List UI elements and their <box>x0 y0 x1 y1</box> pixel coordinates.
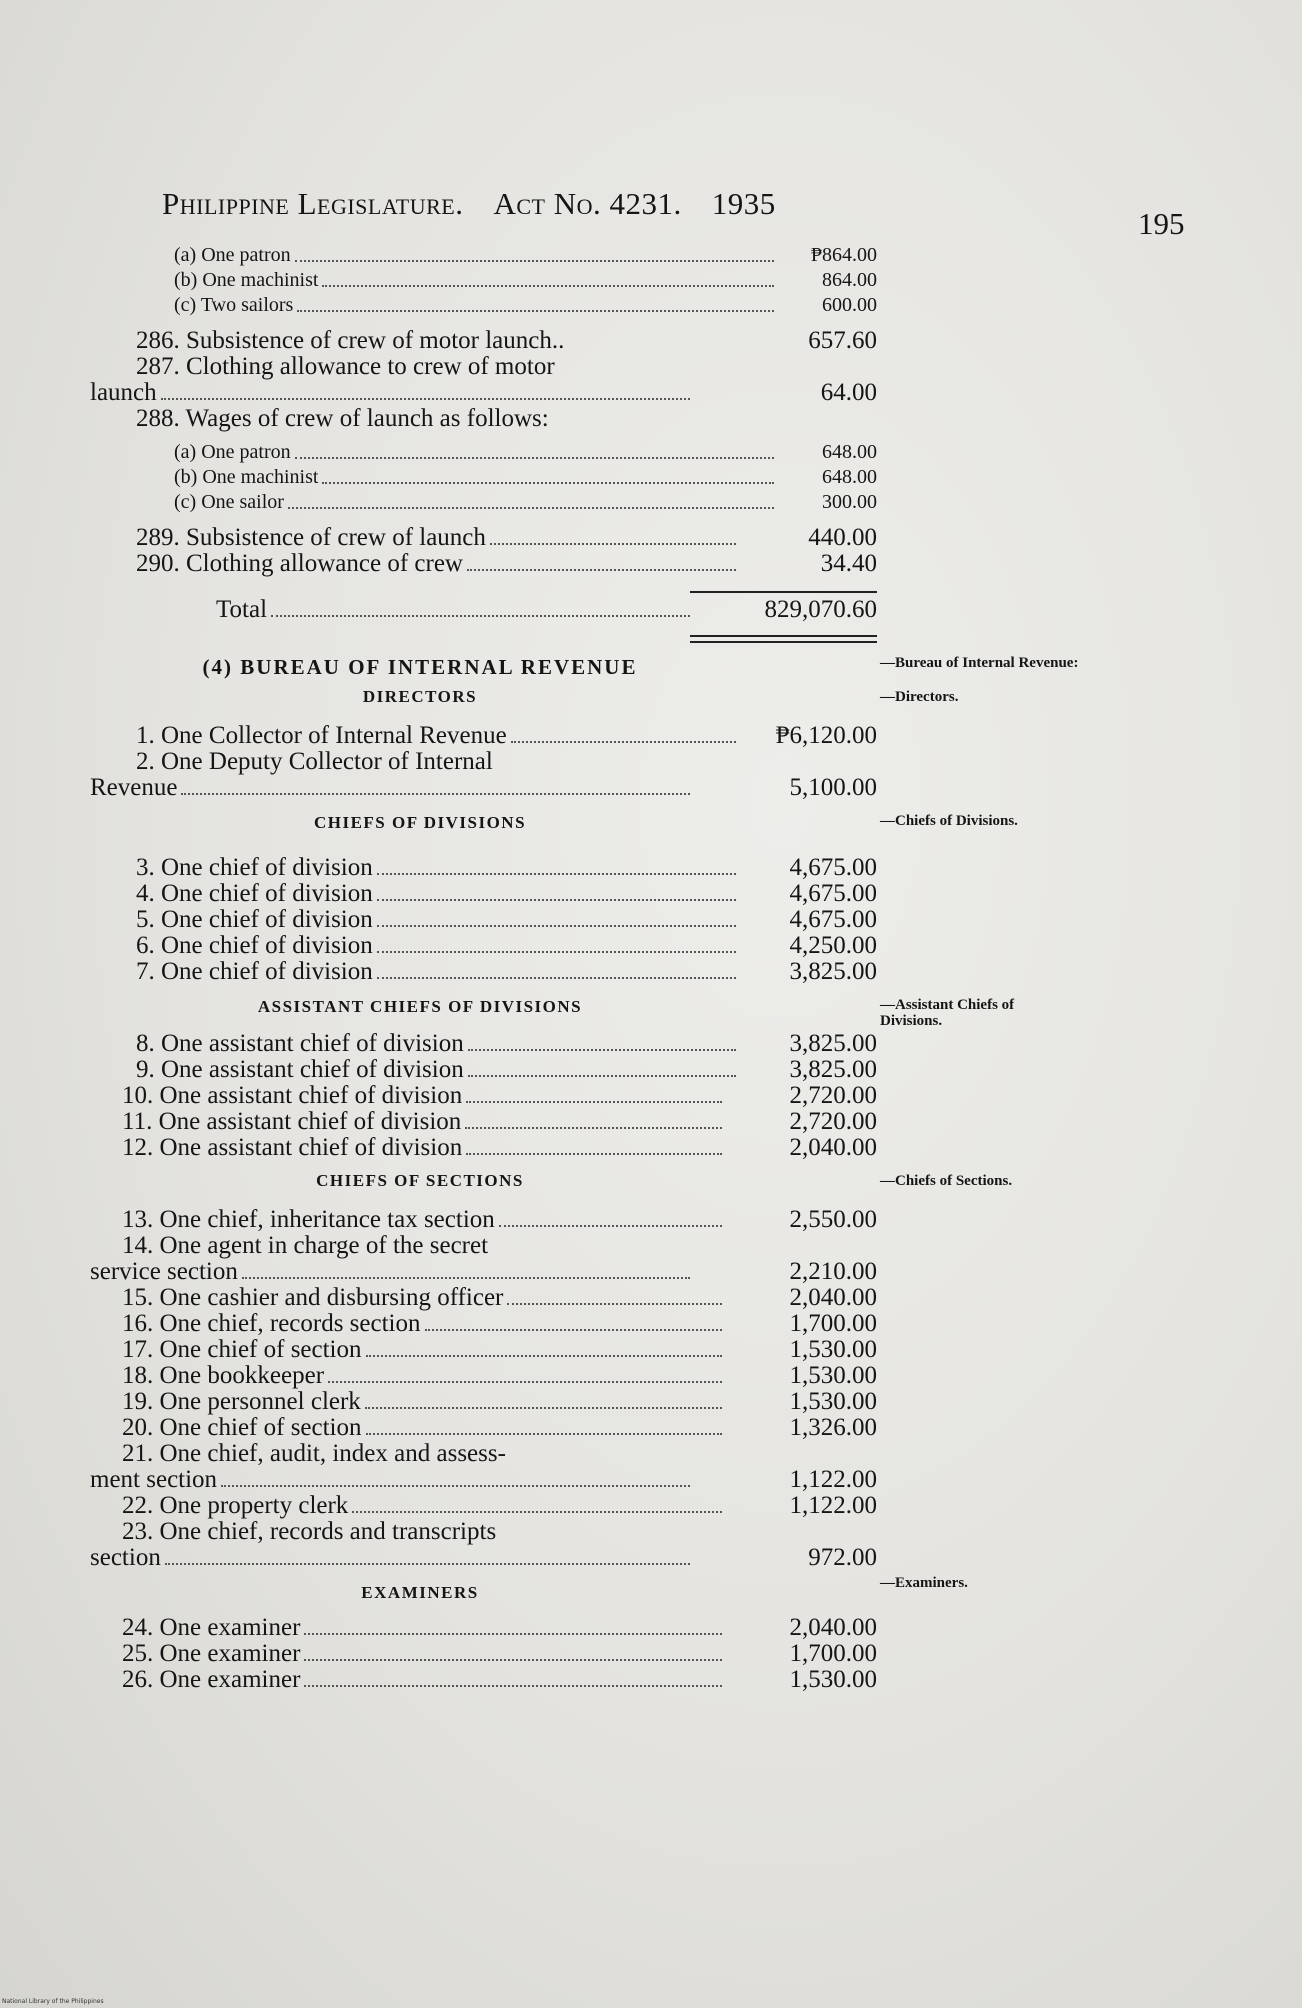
double-rule <box>690 635 877 643</box>
line-item: (a) One patron ₱864.00 <box>174 244 877 266</box>
amount: 5,100.00 <box>789 774 877 801</box>
line-item: 287. Clothing allowance to crew of motor <box>136 353 555 380</box>
total-rule <box>690 591 877 593</box>
amount: 4,250.00 <box>789 932 877 959</box>
section-heading <box>90 985 1120 1031</box>
margin-note: —Bureau of Internal Revenue: <box>880 655 1079 671</box>
header-title: Philippine Legislature. <box>162 186 464 221</box>
amount: 1,122.00 <box>789 1492 877 1519</box>
line-item: 9. One assistant chief of division 3,825.00 <box>136 1056 877 1083</box>
running-header <box>162 186 776 222</box>
line-item: 4. One chief of division 4,675.00 <box>136 880 877 907</box>
line-item: 5. One chief of division 4,675.00 <box>136 906 877 933</box>
amount: 1,700.00 <box>789 1640 877 1667</box>
footer-credit: National Library of the Philippines <box>2 1998 104 2005</box>
line-item-continued: service section 2,210.00 <box>90 1258 877 1285</box>
line-item: 23. One chief, records and transcripts <box>122 1518 497 1545</box>
line-item: 286. Subsistence of crew of motor launch.. 657.60 <box>136 327 877 354</box>
line-item: 10. One assistant chief of division 2,720.00 <box>122 1082 877 1109</box>
line-item: 289. Subsistence of crew of launch 440.00 <box>136 524 877 551</box>
total-amount: 829,070.60 <box>764 596 877 623</box>
chiefs-divisions-heading: CHIEFS OF DIVISIONS <box>313 813 527 832</box>
amount: 2,720.00 <box>789 1082 877 1109</box>
line-item-continued: launch 64.00 <box>90 379 877 406</box>
amount: 2,210.00 <box>789 1258 877 1285</box>
examiners-heading: EXAMINERS <box>361 1583 479 1602</box>
line-item: 3. One chief of division 4,675.00 <box>136 854 877 881</box>
line-item: 11. One assistant chief of division 2,720.00 <box>122 1108 877 1135</box>
section-heading <box>90 1571 1120 1615</box>
margin-note: —Examiners. <box>880 1575 968 1591</box>
amount: 1,122.00 <box>789 1466 877 1493</box>
header-year: 1935 <box>711 186 776 221</box>
page-number: 195 <box>1138 206 1185 241</box>
amount: 64.00 <box>820 379 877 406</box>
line-item: 8. One assistant chief of division 3,825.00 <box>136 1030 877 1057</box>
assistant-chiefs-heading: ASSISTANT CHIEFS OF DIVISIONS <box>257 997 583 1016</box>
amount: 3,825.00 <box>789 958 877 985</box>
amount: 1,530.00 <box>789 1388 877 1415</box>
appropriations-list <box>90 243 1120 1693</box>
line-item: (a) One patron 648.00 <box>174 441 877 463</box>
line-item: 18. One bookkeeper 1,530.00 <box>122 1362 877 1389</box>
amount: 4,675.00 <box>789 854 877 881</box>
amount: 300.00 <box>822 491 877 513</box>
amount: 1,530.00 <box>789 1666 877 1693</box>
section-heading <box>90 683 1120 717</box>
line-item: 13. One chief, inheritance tax section 2,550.00 <box>122 1206 877 1233</box>
line-item: 24. One examiner 2,040.00 <box>122 1614 877 1641</box>
line-item-continued: ment section 1,122.00 <box>90 1466 877 1493</box>
amount: 648.00 <box>822 441 877 463</box>
section-heading <box>90 1161 1120 1201</box>
line-item: 22. One property clerk 1,122.00 <box>122 1492 877 1519</box>
amount: 440.00 <box>808 524 877 551</box>
line-item: 15. One cashier and disbursing officer 2,040.00 <box>122 1284 877 1311</box>
amount: 4,675.00 <box>789 880 877 907</box>
amount: 648.00 <box>822 466 877 488</box>
line-item: 2. One Deputy Collector of Internal <box>136 748 493 775</box>
amount: 2,720.00 <box>789 1108 877 1135</box>
line-item: 288. Wages of crew of launch as follows: <box>136 405 549 432</box>
directors-heading: DIRECTORS <box>362 687 478 706</box>
amount: 1,326.00 <box>789 1414 877 1441</box>
amount: ₱6,120.00 <box>775 722 877 749</box>
amount: 1,700.00 <box>789 1310 877 1337</box>
amount: 600.00 <box>822 294 877 316</box>
amount: 34.40 <box>820 550 877 577</box>
line-item: 12. One assistant chief of division 2,040.00 <box>122 1134 877 1161</box>
line-item: 17. One chief of section 1,530.00 <box>122 1336 877 1363</box>
header-act: Act No. 4231. <box>493 186 682 221</box>
line-item-continued: Revenue 5,100.00 <box>90 774 877 801</box>
line-item: 19. One personnel clerk 1,530.00 <box>122 1388 877 1415</box>
line-item: 14. One agent in charge of the secret <box>122 1232 489 1259</box>
margin-note: —Assistant Chiefs of Divisions. <box>880 997 1015 1029</box>
line-item: (b) One machinist 648.00 <box>174 466 877 488</box>
line-item: (c) One sailor 300.00 <box>174 491 877 513</box>
line-item: 6. One chief of division 4,250.00 <box>136 932 877 959</box>
amount: 3,825.00 <box>789 1030 877 1057</box>
amount: 2,040.00 <box>789 1134 877 1161</box>
amount: 2,040.00 <box>789 1284 877 1311</box>
line-item: (c) Two sailors 600.00 <box>174 294 877 316</box>
line-item: 20. One chief of section 1,326.00 <box>122 1414 877 1441</box>
amount: 657.60 <box>808 327 877 354</box>
section-heading <box>90 643 1120 683</box>
line-item: 26. One examiner 1,530.00 <box>122 1666 877 1693</box>
chiefs-sections-heading: CHIEFS OF SECTIONS <box>316 1171 524 1190</box>
line-item-continued: section 972.00 <box>90 1544 877 1571</box>
line-item: 16. One chief, records section 1,700.00 <box>122 1310 877 1337</box>
line-item: 1. One Collector of Internal Revenue ₱6,120.00 <box>136 722 877 749</box>
margin-note: —Chiefs of Divisions. <box>880 813 1018 829</box>
amount: 1,530.00 <box>789 1336 877 1363</box>
amount: 2,040.00 <box>789 1614 877 1641</box>
amount: 972.00 <box>808 1544 877 1571</box>
section-heading <box>90 801 1120 845</box>
amount: 2,550.00 <box>789 1206 877 1233</box>
amount: 4,675.00 <box>789 906 877 933</box>
total-row: Total 829,070.60 <box>216 596 877 623</box>
line-item: 290. Clothing allowance of crew 34.40 <box>136 550 877 577</box>
line-item: 21. One chief, audit, index and assess- <box>122 1440 506 1467</box>
line-item: 25. One examiner 1,700.00 <box>122 1640 877 1667</box>
line-item: 7. One chief of division 3,825.00 <box>136 958 877 985</box>
margin-note: —Chiefs of Sections. <box>880 1173 1013 1189</box>
amount: 864.00 <box>822 269 877 291</box>
amount: 3,825.00 <box>789 1056 877 1083</box>
bureau-heading: (4) BUREAU OF INTERNAL REVENUE <box>202 655 638 679</box>
amount: 1,530.00 <box>789 1362 877 1389</box>
margin-note: —Directors. <box>880 689 959 705</box>
line-item: (b) One machinist 864.00 <box>174 269 877 291</box>
amount: ₱864.00 <box>810 244 877 266</box>
